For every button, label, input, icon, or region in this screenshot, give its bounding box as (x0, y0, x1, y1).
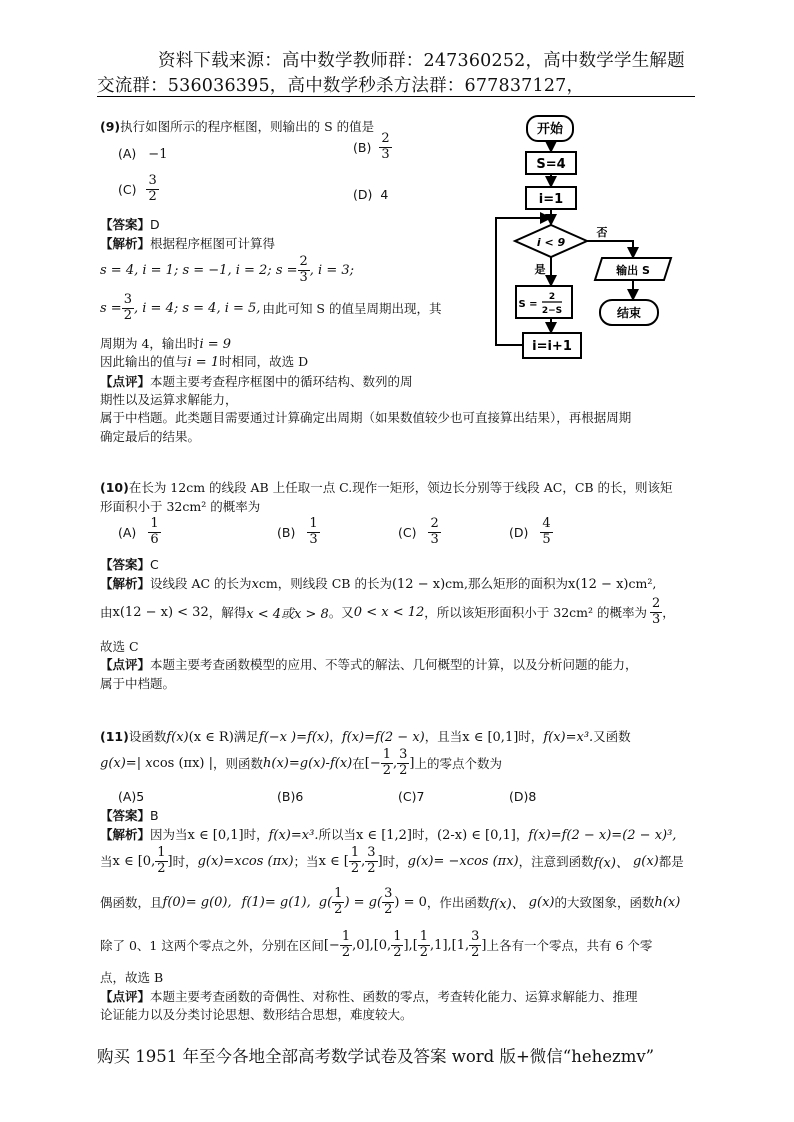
q9-comment-line-4: 确定最后的结果。 (100, 429, 201, 444)
q9-answer-tag: 【答案】 (100, 217, 151, 232)
q9-calc-line-1: s = 4, i = 1; s = −1, i = 2; s = $\frac{2}{3}$ , i = 3; (100, 254, 355, 285)
q9-calc-line-4: 因此输出的值与i = 1时相同，故选 D (100, 354, 309, 370)
q10-answer: 【答案】C (100, 557, 159, 572)
q9-option-a-label: (A) (118, 146, 137, 161)
q10-number: (10) (100, 480, 129, 495)
q11-number: (11) (100, 729, 129, 744)
q10-analysis-line-3: 故选 C (100, 639, 139, 654)
q9-option-c-label: (C) (118, 181, 137, 197)
q10-comment-line-2: 属于中档题。 (100, 676, 176, 691)
q9-analysis-intro-text: 根据程序框图可计算得 (150, 236, 276, 251)
flowchart-yes-label: 是 (534, 263, 546, 276)
q9-stem (100, 117, 374, 135)
q11-stem-line-1: (11)设函数f(x)(x ∈ R)满足f(−x )=f(x)，f(x)=f(2 − x)，且当x ∈ [0,1]时，f(x)=x³.又函数 (100, 729, 631, 745)
q10-option-d: (D) $\frac{4}{5}$ (509, 516, 551, 547)
q9-option-c (118, 174, 159, 205)
q9-comment-line-3: 属于中档题。此类题目需要通过计算确定出周期（如果数值较少也可直接算出结果），再根据周期 (100, 410, 632, 425)
q9-answer (100, 215, 160, 233)
q11-a4-fraction-2: $\frac{1}{2}$ (393, 929, 402, 960)
q9-comment-line-1: 【点评】本题主要考查程序框图中的循环结构、数列的周 (100, 374, 413, 389)
flowchart-assign-den: 2−S (541, 306, 563, 316)
q11-analysis-line-4: 除了 0、1 这两个零点之外，分别在区间 [− $\frac{1}{2}$ ,0],[0, $\frac{1}{2}$ ],[ $\frac{1}{2}$ ,1],[1, $\frac{3}{2}$ ] 上各有一个零点，共有 6 个零 (100, 929, 653, 960)
q11-analysis-line-1: 【解析】因为当x ∈ [0,1]时，f(x)=x³.所以当x ∈ [1,2]时，(2-x) ∈ [0,1]，f(x)=f(2 − x)=(2 − x)³, (100, 827, 677, 843)
q9-option-c-fraction: $\frac{3}{2}$ (148, 173, 157, 204)
q9-option-b (353, 132, 392, 163)
q11-comment-line-2: 论证能力以及分类讨论思想、数形结合思想，难度较大。 (100, 1007, 413, 1022)
q9-flowchart (490, 108, 690, 370)
q10-stem-line-1: (10)在长为 12cm 的线段 AB 上任取一点 C.现作一矩形，领边长分别等于线段 AC，CB 的长，则该矩 (100, 480, 673, 495)
flowchart-start-label: 开始 (536, 122, 564, 137)
q11-a2-fraction-3: $\frac{3}{2}$ (367, 845, 376, 876)
q10-option-a-fraction: $\frac{1}{6}$ (150, 516, 159, 547)
q10-option-a: (A) $\frac{1}{6}$ (118, 516, 159, 547)
q11-answer-value: B (150, 808, 159, 823)
q9-option-d-value: 4 (380, 187, 389, 202)
q10-option-b: (B) $\frac{1}{3}$ (277, 516, 318, 547)
q9-option-b-fraction: $\frac{2}{3}$ (381, 131, 390, 162)
q11-analysis-line-3: 偶函数，且 f(0)= g(0), f(1)= g(1), g( $\frac{1}{2}$ ) = g( $\frac{3}{2}$ ) = 0 ，作出函数 f(x)、 g(x) 的大致图象，函数 h(x) (100, 886, 681, 917)
q11-comment-line-1: 【点评】本题主要考查函数的奇偶性、对称性、函数的零点，考查转化能力、运算求解能力、推理 (100, 989, 638, 1004)
q9-option-d (353, 187, 388, 202)
q10-stem-line-2: 形面积小于 32cm² 的概率为 (100, 499, 261, 514)
q11-interval-fraction-2: $\frac{3}{2}$ (399, 747, 408, 778)
flowchart-i-init-label: i=1 (538, 192, 564, 207)
flowchart-output-label: 输出 S (616, 264, 650, 277)
q11-answer: 【答案】B (100, 808, 159, 823)
q11-a4-fraction-3: $\frac{1}{2}$ (419, 929, 429, 960)
q10-comment-line-1: 【点评】本题主要考查函数模型的应用、不等式的解法、几何概型的计算，以及分析问题的能力， (100, 657, 638, 672)
q11-analysis-line-2: 当 x ∈ [0, $\frac{1}{2}$ ] 时， g(x)=xcos (πx) ；当 x ∈ [ $\frac{1}{2}$ , $\frac{3}{2}$ ] 时， g(x)= −xcos (πx) ，注意到函数 f(x)、 g(x) 都是 (100, 845, 684, 876)
header-rule (97, 96, 695, 97)
q9-option-a (118, 146, 167, 162)
flowchart-end-label: 结束 (616, 306, 642, 320)
q9-calc-fraction-1: $\frac{2}{3}$ (299, 254, 308, 285)
q9-analysis-intro (100, 234, 275, 252)
q9-calc-fraction-2: $\frac{3}{2}$ (123, 292, 132, 323)
q10-analysis-line-2: 由 x(12 − x) < 32 ，解得 x < 4或x > 8 。又 0 < x < 12 ，所以该矩形面积小于 32cm² 的概率为 $\frac{2}{3}$ ， (100, 596, 675, 627)
q11-option-d: (D)8 (509, 789, 537, 804)
q9-option-a-value: −1 (148, 147, 168, 162)
q10-answer-value: C (150, 557, 159, 572)
flowchart-increment-label: i=i+1 (532, 339, 572, 354)
header-line-2: 交流群：536036395，高中数学秒杀方法群：677837127， (97, 76, 585, 96)
q10-option-c: (C) $\frac{2}{3}$ (398, 516, 439, 547)
q11-option-c: (C)7 (398, 789, 425, 804)
q10-option-b-fraction: $\frac{1}{3}$ (309, 516, 318, 547)
q10-option-d-fraction: $\frac{4}{5}$ (542, 516, 551, 547)
q11-a3-fraction-2: $\frac{3}{2}$ (384, 886, 393, 917)
q11-a4-fraction-4: $\frac{3}{2}$ (471, 929, 480, 960)
q11-interval-fraction-1: $\frac{1}{2}$ (382, 747, 391, 778)
flowchart-assign-lhs: S = (518, 299, 538, 310)
q9-stem-text: 执行如图所示的程序框图，则输出的 S 的值是 (120, 119, 375, 134)
q11-a2-fraction-2: $\frac{1}{2}$ (350, 845, 360, 876)
flowchart-condition-label: i < 9 (536, 236, 566, 249)
q11-a4-fraction-1: $\frac{1}{2}$ (341, 929, 351, 960)
q9-comment-line-2: 期性以及运算求解能力， (100, 392, 238, 407)
q9-number: (9) (100, 119, 121, 134)
q11-option-a: (A)5 (118, 789, 145, 804)
q9-answer-value: D (150, 217, 160, 232)
q9-analysis-tag: 【解析】 (100, 236, 151, 251)
q11-analysis-line-5: 点，故选 B (100, 970, 164, 985)
flowchart-no-label: 否 (596, 226, 608, 239)
footer-note: 购买 1951 年至今各地全部高考数学试卷及答案 word 版+微信“hehezmv” (97, 1047, 655, 1066)
q11-a3-fraction-1: $\frac{1}{2}$ (334, 886, 343, 917)
q11-option-b: (B)6 (277, 789, 304, 804)
q9-comment-tag: 【点评】 (100, 374, 151, 389)
flowchart-assign-num: 2 (548, 292, 556, 302)
q9-calc-line-3: 周期为 4，输出时i = 9 (100, 336, 232, 352)
q11-a2-fraction-1: $\frac{1}{2}$ (157, 845, 166, 876)
flowchart-s-init-label: S=4 (536, 157, 566, 172)
q9-option-d-label: (D) (353, 187, 373, 202)
header-line-1: 资料下载来源：高中数学教师群：247360252，高中数学学生解题 (158, 51, 685, 71)
q10-analysis-line-1: 【解析】设线段 AC 的长为xcm，则线段 CB 的长为(12 − x)cm,那么矩形的面积为x(12 − x)cm², (100, 576, 657, 592)
q10-option-c-fraction: $\frac{2}{3}$ (430, 516, 439, 547)
q9-option-b-label: (B) (353, 139, 372, 155)
q10-probability-fraction: $\frac{2}{3}$ (651, 596, 661, 627)
q9-calc-line-2: s = $\frac{3}{2}$ , i = 4; s = 4, i = 5, 由此可知 S 的值呈周期出现，其 (100, 292, 442, 323)
q11-stem-line-2: g(x)=| x cos (πx) | ，则函数 h(x)=g(x)-f(x) 在 [− $\frac{1}{2}$ , $\frac{3}{2}$ ] 上的零点个数为 (100, 747, 503, 778)
